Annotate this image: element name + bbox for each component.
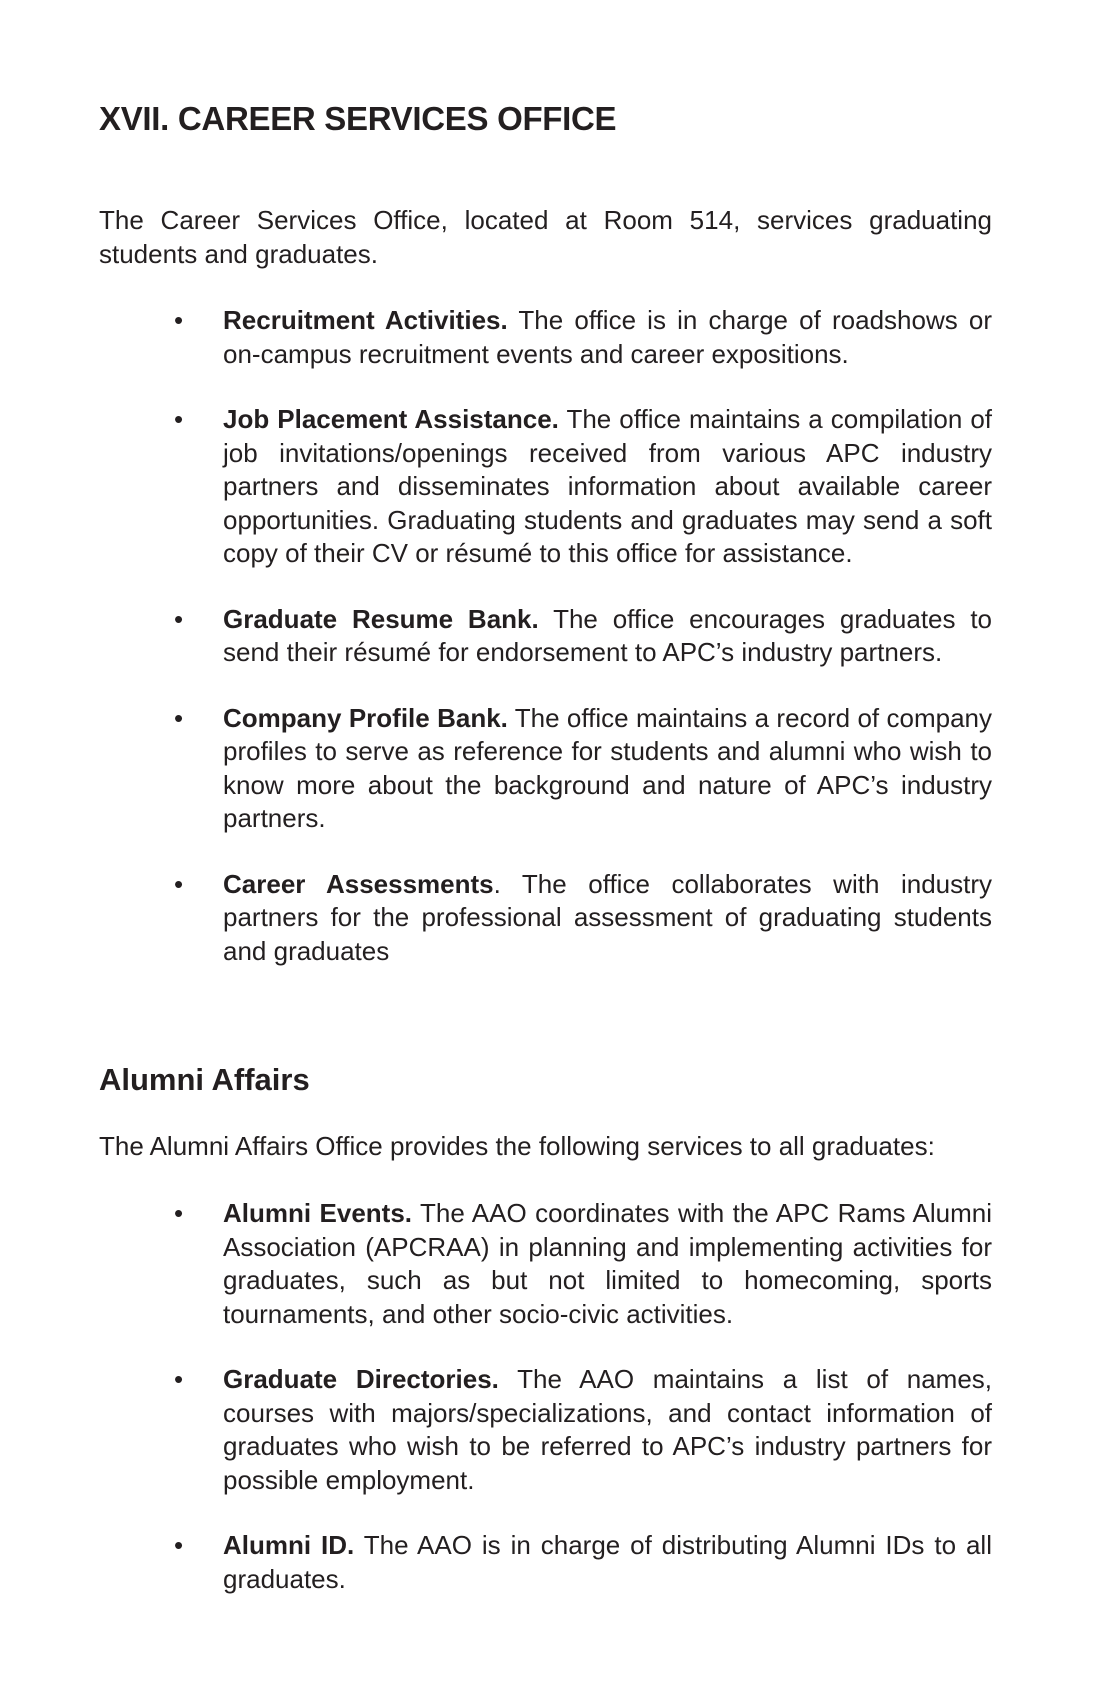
list-item-job-placement-assistance [99,403,992,571]
item-text: The office maintains a record of company profiles to serve as reference for students and alumni who wish to know more about the background and nature of APC’s industry partners. [223,702,992,833]
list-item-alumni-events [99,1197,992,1331]
bullet-icon: • [174,603,184,634]
bullet-icon: • [174,1198,184,1228]
item-term: Alumni ID. [223,1530,355,1560]
list-item-graduate-directories [99,1363,992,1497]
item-text: The office is in charge of roadshows or on-campus recruitment events and career expositions. [223,305,992,369]
bullet-icon: • [174,1364,184,1394]
item-term: Recruitment Activities. [223,305,508,335]
alumni-affairs-intro: The Alumni Affairs Office provides the following services to all graduates: [99,1131,935,1161]
career-services-list [99,304,992,1000]
list-item-graduate-resume-bank [99,603,992,670]
career-services-intro: The Career Services Office, located at Room 514, services graduating students and graduates. [99,205,992,269]
alumni-affairs-list [99,1197,992,1628]
bullet-icon: • [174,1530,184,1560]
item-term: Career Assessments [223,868,494,899]
section-title: XVII. CAREER SERVICES OFFICE [99,100,617,137]
item-text: The AAO is in charge of distributing Alumni IDs to all graduates. [223,1530,992,1594]
item-text: The office maintains a compilation of job invitations/openings received from various APC industry partners and disseminates information about available career opportunities. Graduating students and graduates may send a soft copy of their CV or résumé to this office for assistance. [223,404,992,568]
bullet-icon: • [174,404,184,434]
item-text: The AAO maintains a list of names, courses with majors/specializations, and contact information of graduates who wish to be referred to APC’s industry partners for possible employment. [223,1364,992,1495]
list-item-alumni-id [99,1529,992,1596]
item-term: Company Profile Bank. [223,702,508,733]
list-item-company-profile-bank [99,702,992,836]
list-item-recruitment-activities [99,304,992,371]
item-term: Alumni Events. [223,1198,413,1228]
bullet-icon: • [174,305,184,335]
item-term: Graduate Resume Bank. [223,603,539,634]
item-term: Job Placement Assistance. [223,404,559,434]
bullet-icon: • [174,702,184,733]
alumni-affairs-heading: Alumni Affairs [99,1062,310,1097]
bullet-icon: • [174,868,184,899]
item-text: The office encourages graduates to send their résumé for endorsement to APC’s industry partners. [223,603,992,667]
item-text: . The office collaborates with industry partners for the professional assessment of graduating students and graduates [223,868,992,966]
item-text: The AAO coordinates with the APC Rams Alumni Association (APCRAA) in planning and implementing activities for graduates, such as but not limited to homecoming, sports tournaments, and other socio-civic activities. [223,1198,992,1329]
list-item-career-assessments [99,868,992,969]
item-term: Graduate Directories. [223,1364,499,1394]
